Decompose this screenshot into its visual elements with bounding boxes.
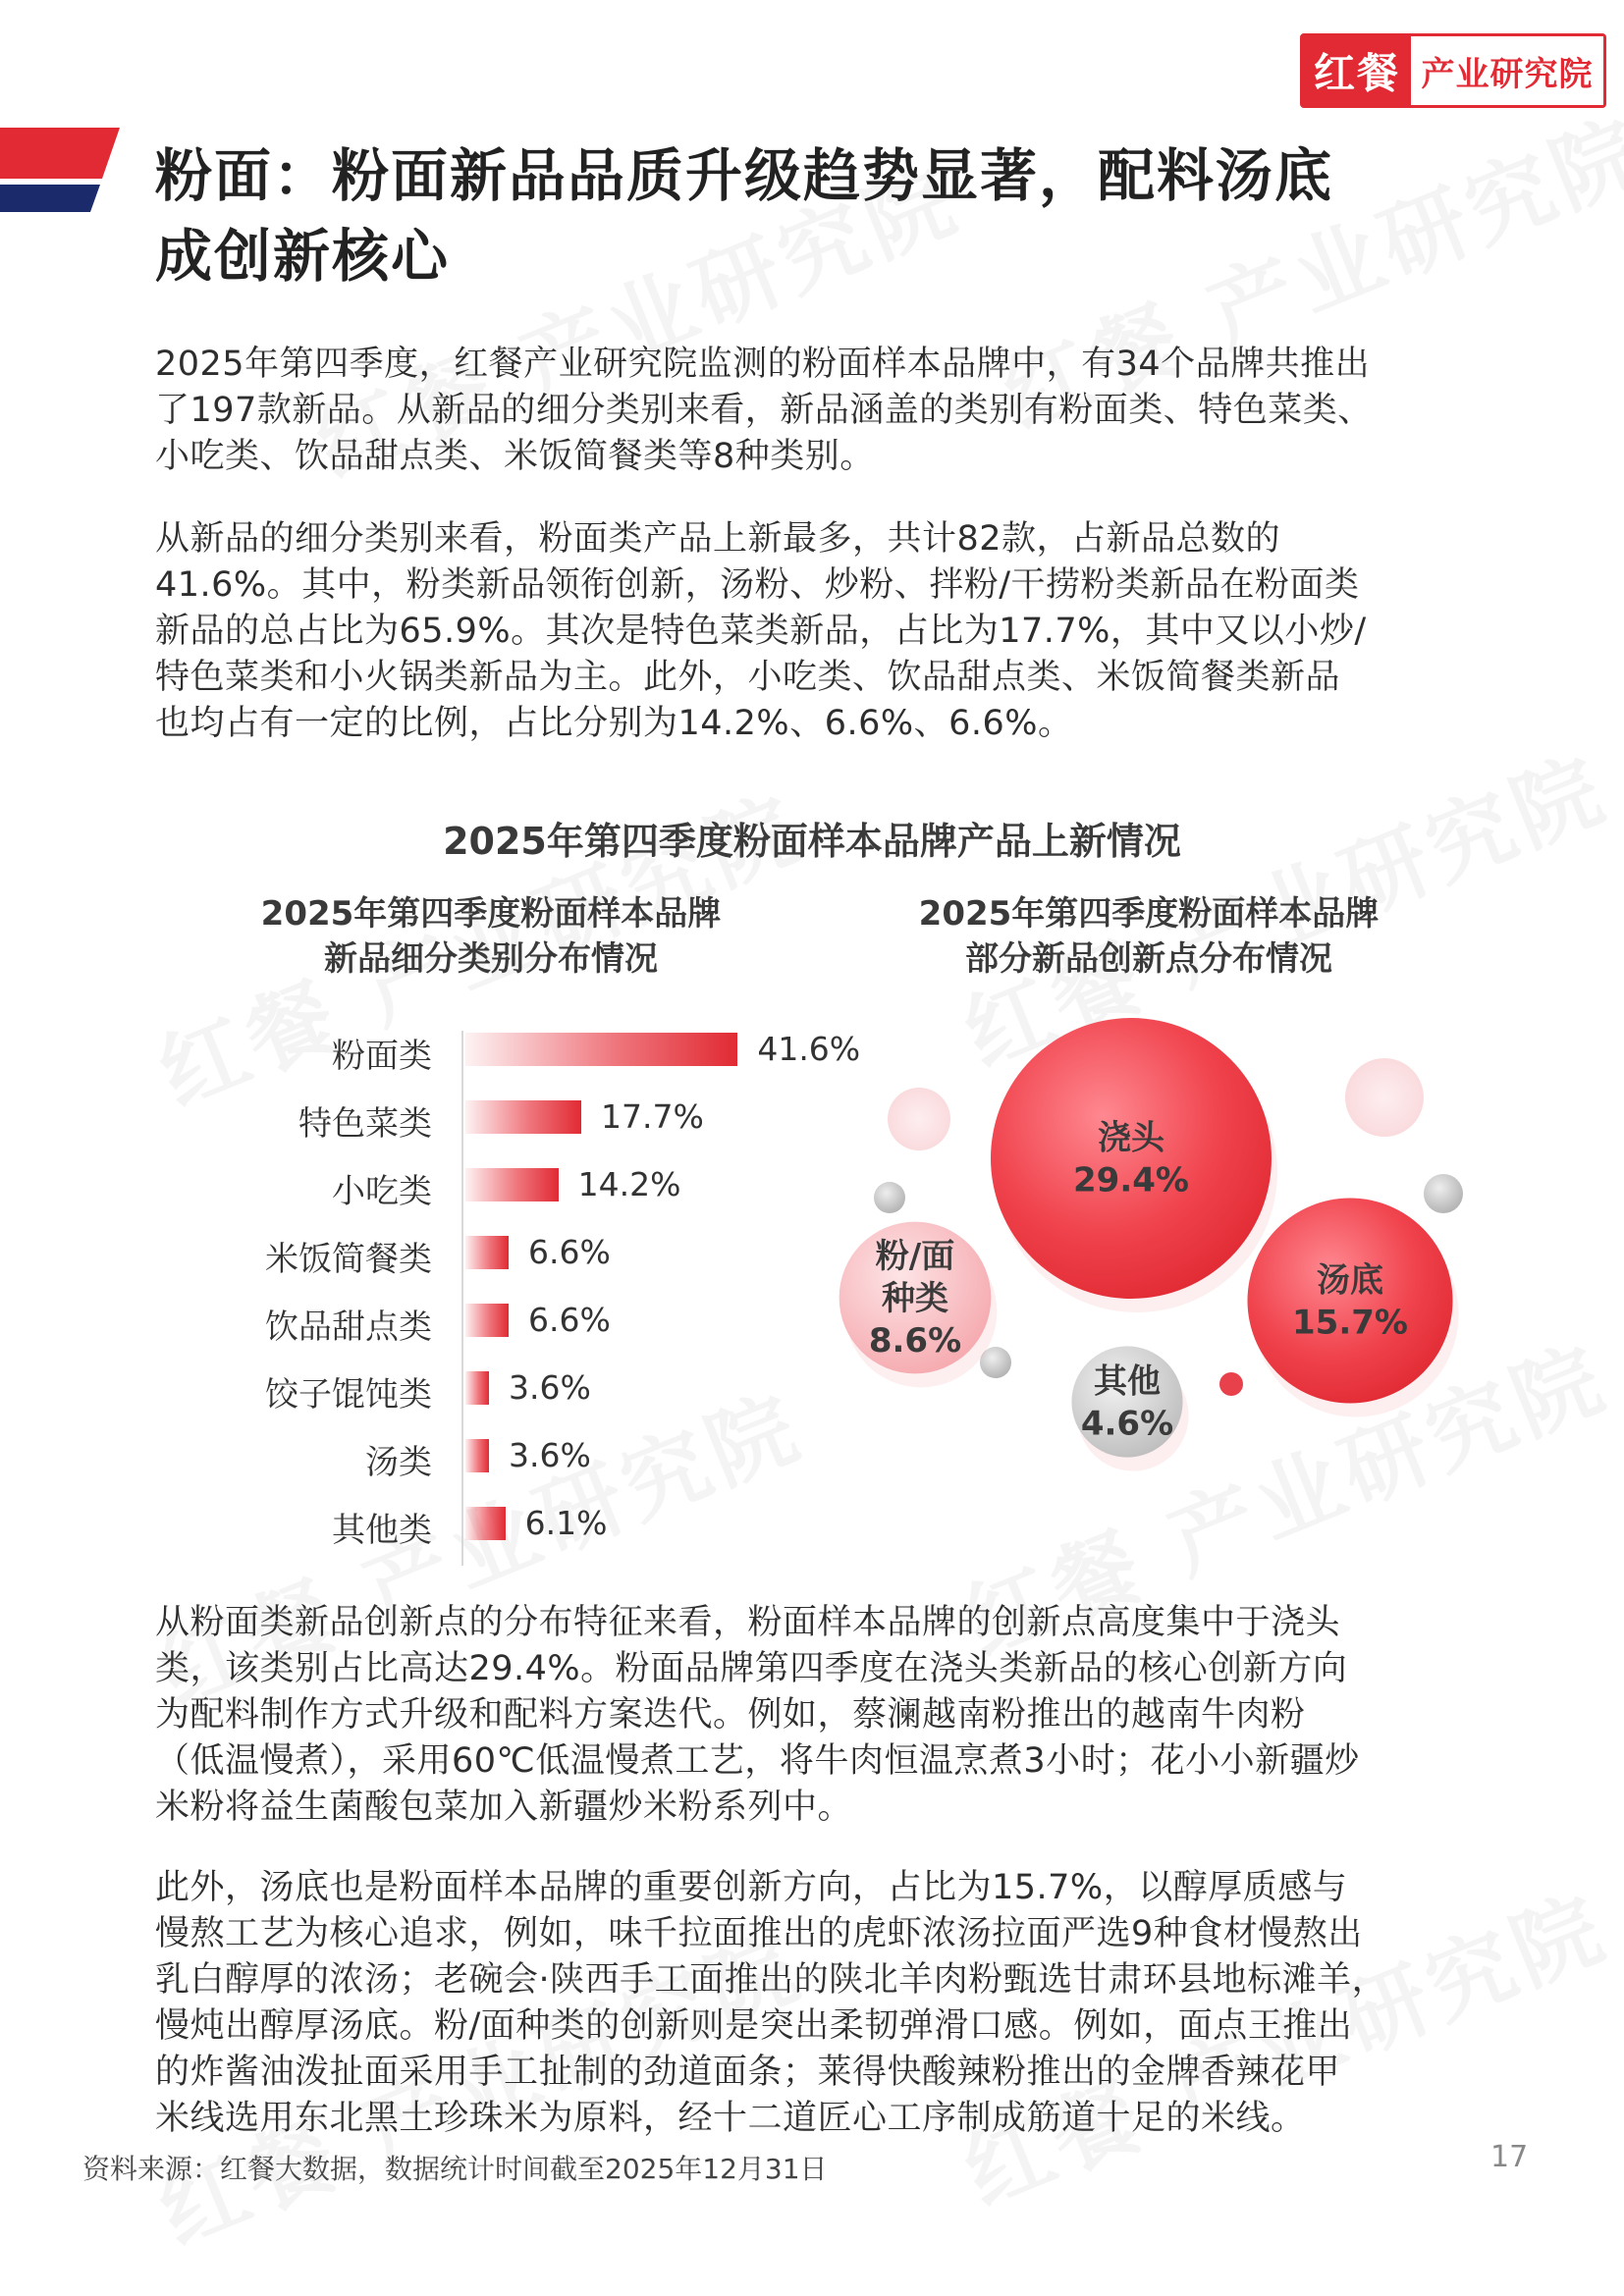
paragraph-2 [155, 516, 1492, 747]
paragraph-4 [155, 1865, 1492, 2142]
innovation-bubble-chart [815, 1001, 1502, 1551]
bar-category-label: 汤类 [365, 1443, 432, 1482]
bar-mark [465, 1371, 489, 1405]
paragraph-line: 2025年第四季度，红餐产业研究院监测的粉面样本品牌中，有34个品牌共推出 [155, 345, 1371, 384]
bubble-chart-title-line: 部分新品创新点分布情况 [965, 939, 1332, 979]
title-decoration [0, 128, 128, 212]
bubble-mark [1248, 1199, 1453, 1404]
bar-chart-title-line: 新品细分类别分布情况 [324, 939, 658, 979]
bubble-chart-title-line: 2025年第四季度粉面样本品牌 [918, 894, 1380, 934]
decor-dot [888, 1088, 950, 1150]
bubble-value-label: 8.6% [868, 1321, 962, 1361]
bar-mark [465, 1033, 737, 1066]
bar-value-label: 3.6% [509, 1436, 591, 1474]
bubble-value-label: 15.7% [1292, 1303, 1408, 1343]
bubble-mark [991, 1018, 1272, 1299]
page-title [155, 135, 1530, 296]
bar-category-label: 小吃类 [332, 1172, 432, 1211]
category-bar-chart [147, 1021, 861, 1571]
paragraph-line: （低温慢煮），采用60℃低温慢煮工艺，将牛肉恒温烹煮3小时；花小小新疆炒 [155, 1741, 1360, 1781]
paragraph-line: 特色菜类和小火锅类新品为主。此外，小吃类、饮品甜点类、米饭简餐类新品 [155, 658, 1341, 697]
bubble-value-label: 4.6% [1080, 1404, 1174, 1444]
paragraph-line: 从粉面类新品创新点的分布特征来看，粉面样本品牌的创新点高度集中于浇头 [155, 1603, 1341, 1642]
bar-chart-title-line: 2025年第四季度粉面样本品牌 [260, 894, 722, 934]
bar-category-label: 特色菜类 [298, 1104, 432, 1144]
bubble-category-label: 其他 [1094, 1362, 1161, 1402]
paragraph-line: 为配料制作方式升级和配料方案迭代。例如，蔡澜越南粉推出的越南牛肉粉 [155, 1695, 1306, 1735]
paragraph-line: 米线选用东北黑土珍珠米为原料，经十二道匠心工序制成筋道十足的米线。 [155, 2099, 1306, 2138]
bar-category-label: 饮品甜点类 [265, 1308, 432, 1347]
bar-mark [465, 1168, 559, 1201]
bar-category-label: 粉面类 [332, 1037, 432, 1076]
bar-mark [465, 1100, 581, 1134]
source-note: 资料来源：红餐大数据，数据统计时间截至2025年12月31日 [82, 2153, 828, 2185]
bar-value-label: 6.6% [528, 1233, 611, 1271]
paragraph-line: 了197款新品。从新品的细分类别来看，新品涵盖的类别有粉面类、特色菜类、 [155, 391, 1373, 430]
paragraph-line: 41.6%。其中，粉类新品领衔创新，汤粉、炒粉、拌粉/干捞粉类新品在粉面类 [155, 565, 1360, 605]
bubble-category-label: 种类 [882, 1279, 948, 1318]
bar-category-label: 米饭简餐类 [265, 1240, 432, 1279]
bar-value-label: 17.7% [601, 1097, 704, 1136]
bar-mark [465, 1507, 506, 1540]
paragraph-line: 慢熬工艺为核心追求，例如，味千拉面推出的虎虾浓汤拉面严选9种食材慢熬出 [155, 1914, 1363, 1953]
bubble-category-label: 浇头 [1098, 1118, 1164, 1158]
bar-value-label: 14.2% [577, 1165, 681, 1203]
bar-category-label: 其他类 [332, 1511, 432, 1550]
paragraph-line: 的炸酱油泼扯面采用手工扯制的劲道面条；莱得快酸辣粉推出的金牌香辣花甲 [155, 2053, 1341, 2092]
bubble-value-label: 29.4% [1073, 1160, 1189, 1201]
paragraph-line: 类，该类别占比高达29.4%。粉面品牌第四季度在浇头类新品的核心创新方向 [155, 1649, 1348, 1688]
bubble-category-label: 粉/面 [875, 1237, 955, 1276]
bubble-chart-title [835, 891, 1463, 982]
title-line-2: 成创新核心 [155, 223, 451, 290]
title-line-1: 粉面：粉面新品品质升级趋势显著，配料汤底 [155, 142, 1334, 209]
bar-value-label: 3.6% [509, 1368, 591, 1407]
bubble-category-label: 汤底 [1317, 1260, 1383, 1301]
bar-value-label: 6.1% [524, 1504, 608, 1542]
paragraph-line: 也均占有一定的比例，占比分别为14.2%、6.6%、6.6%。 [155, 704, 1073, 743]
bar-category-label: 饺子馄饨类 [265, 1375, 432, 1415]
logo-mark: 红餐 [1303, 36, 1411, 105]
paragraph-1 [155, 342, 1492, 480]
bar-value-label: 41.6% [757, 1030, 861, 1068]
decor-dot [1345, 1058, 1424, 1137]
paragraph-line: 新品的总占比为65.9%。其次是特色菜类新品，占比为17.7%，其中又以小炒/ [155, 612, 1367, 651]
paragraph-line: 慢炖出醇厚汤底。粉/面种类的创新则是突出柔韧弹滑口感。例如，面点王推出 [155, 2006, 1353, 2046]
decor-dot [874, 1182, 905, 1213]
paragraph-line: 此外，汤底也是粉面样本品牌的重要创新方向，占比为15.7%，以醇厚质感与 [155, 1868, 1348, 1907]
bar-axis-line [461, 1031, 463, 1566]
page-number: 17 [1490, 2140, 1529, 2174]
bar-mark [465, 1236, 509, 1269]
brand-logo [1300, 33, 1606, 108]
paragraph-3 [155, 1600, 1492, 1831]
paragraph-line: 小吃类、饮品甜点类、米饭简餐类等8种类别。 [155, 437, 875, 476]
bar-mark [465, 1304, 509, 1337]
decor-dot [1424, 1174, 1463, 1213]
decor-dot [1219, 1372, 1243, 1396]
chart-section-title: 2025年第四季度粉面样本品牌产品上新情况 [443, 820, 1181, 863]
paragraph-line: 从新品的细分类别来看，粉面类产品上新最多，共计82款，占新品总数的 [155, 519, 1281, 559]
bar-chart-title [177, 891, 805, 982]
logo-org: 产业研究院 [1411, 36, 1603, 105]
paragraph-line: 乳白醇厚的浓汤；老碗会·陕西手工面推出的陕北羊肉粉甄选甘肃环县地标滩羊， [155, 1960, 1387, 2000]
paragraph-line: 米粉将益生菌酸包菜加入新疆炒米粉系列中。 [155, 1788, 853, 1827]
bar-value-label: 6.6% [528, 1301, 611, 1339]
bar-mark [465, 1439, 489, 1472]
